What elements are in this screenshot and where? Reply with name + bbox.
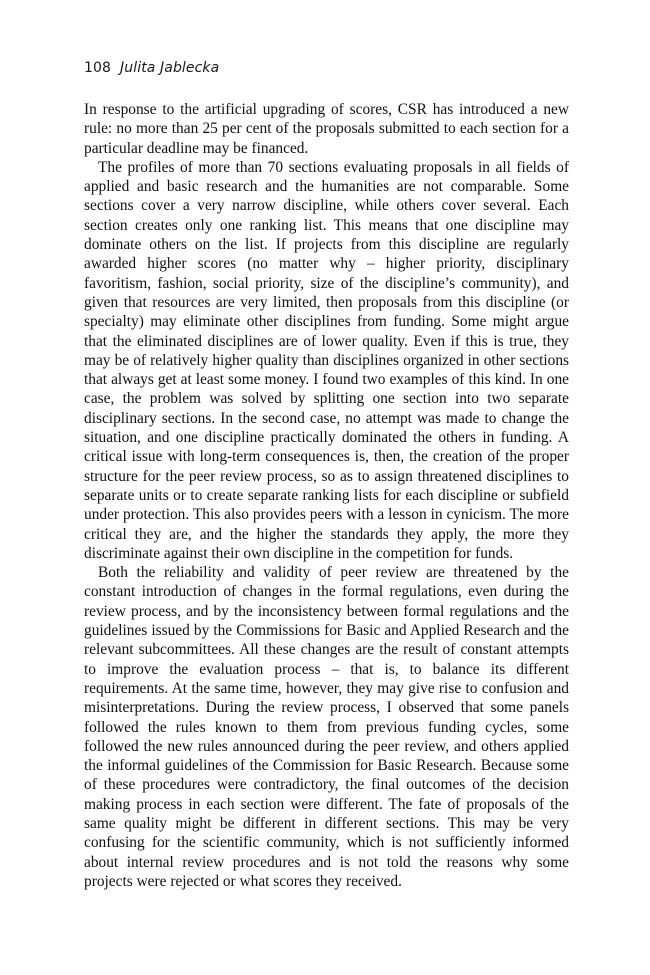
- paragraph-1: In response to the artificial upgrading of scores, CSR has introduced a new rule: no more than 25 per cent of the proposals submitted to each section for a particular deadline may be financed.: [84, 101, 569, 157]
- paragraph-3: Both the reliability and validity of peer review are threatened by the constant introduction of changes in the formal regulations, even during the review process, and by the inconsistency between formal regulations and the guidelines issued by the Commissions for Basic and Applied Research and the relevant subcommittees. All these changes are the result of constant attempts to improve the evaluation process – that is, to balance its different requirements. At the same time, however, they may give rise to confusion and misinterpretations. During the review process, I observed that some panels followed the rules known to them from previous funding cycles, some followed the new rules announced during the peer review, and others applied the informal guidelines of the Commission for Basic Research. Because some of these procedures were contradictory, the final outcomes of the decision making process in each section were different. The fate of proposals of the same quality might be different in different sections. This may be very confusing for the scientific community, which is not sufficiently informed about internal review procedures and is not told the reasons why some projects were rejected or what scores they received.: [84, 564, 569, 890]
- running-head: [84, 60, 219, 76]
- page-number: 108: [84, 60, 112, 76]
- body-text: [84, 100, 569, 891]
- running-head-author: Julita Jablecka: [120, 60, 220, 76]
- paragraph-2: The profiles of more than 70 sections evaluating proposals in all fields of applied and basic research and the humanities are not comparable. Some sections cover a very narrow discipline, while others cover several. Each section creates only one ranking list. This means that one discipline may dominate others on the list. If projects from this discipline are regularly awarded higher scores (no matter why – higher priority, disciplinary favoritism, fashion, social priority, size of the discipline’s community), and given that resources are very limited, then proposals from this discipline (or specialty) may eliminate other disciplines from funding. Some might argue that the eliminated disciplines are of lower quality. Even if this is true, they may be of relatively higher quality than disciplines organized in other sections that always get at least some money. I found two examples of this kind. In one case, the problem was solved by splitting one section into two separate disciplinary sections. In the second case, no attempt was made to change the situation, and one discipline practically dominated the others in funding. A critical issue with long-term consequences is, then, the creation of the proper structure for the peer review process, so as to assign threatened disciplines to separate units or to create separate ranking lists for each discipline or subfield under protection. This also provides peers with a lesson in cynicism. The more critical they are, and the higher the standards they apply, the more they discriminate against their own discipline in the competition for funds.: [84, 158, 569, 562]
